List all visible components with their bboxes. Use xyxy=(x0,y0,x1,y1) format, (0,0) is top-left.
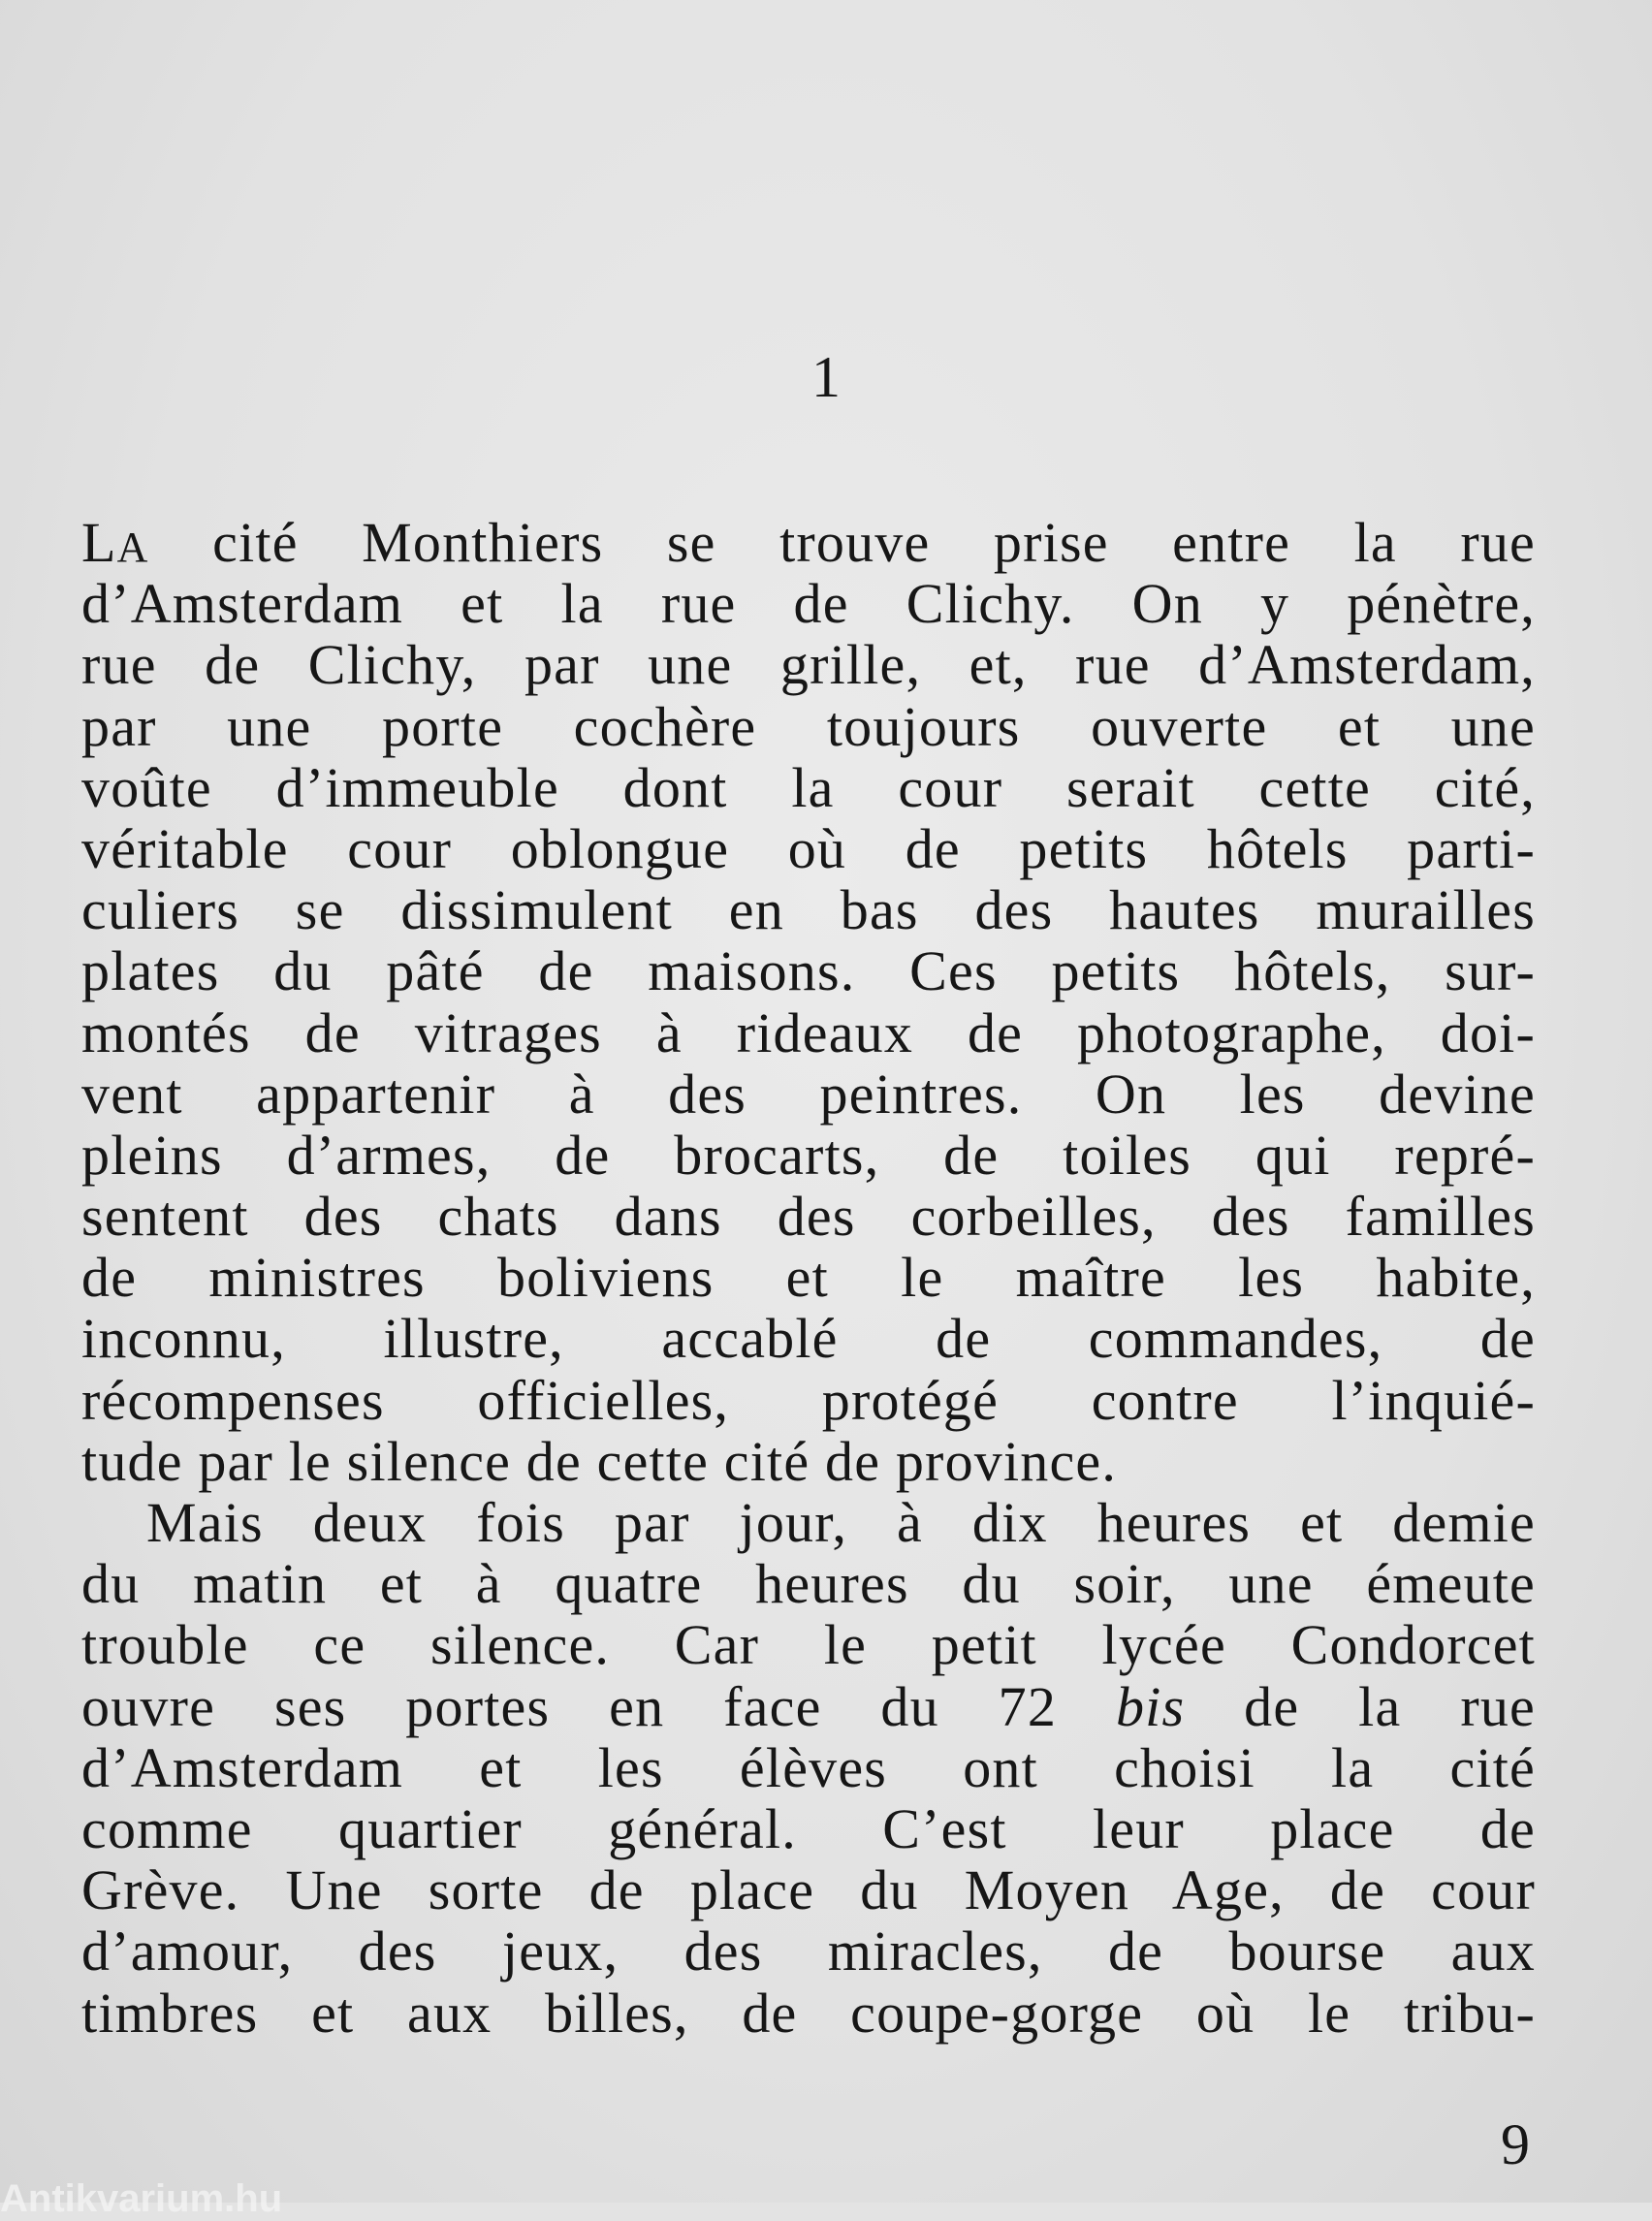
text-line: du matin et à quatre heures du soir, une émeute xyxy=(81,1552,1536,1616)
text-line: trouble ce silence. Car le petit lycée Condorcet xyxy=(81,1613,1536,1677)
text-line: d’amour, des jeux, des miracles, de bourse aux xyxy=(81,1920,1536,1983)
text-line: plates du pâté de maisons. Ces petits hôtels, sur- xyxy=(81,939,1536,1003)
small-cap-letter: A xyxy=(116,524,149,571)
text-span: de la rue xyxy=(1185,1674,1536,1738)
text-line: inconnu, illustre, accablé de commandes, de xyxy=(81,1307,1536,1371)
text-line: Mais deux fois par jour, à dix heures et demie xyxy=(146,1491,1536,1554)
text-line xyxy=(81,512,1536,573)
text-line: rue de Clichy, par une grille, et, rue d’Amsterdam, xyxy=(81,633,1536,697)
text-line: timbres et aux billes, de coupe-gorge où le tribu- xyxy=(81,1981,1536,2045)
text-line: voûte d’immeuble dont la cour serait cette cité, xyxy=(81,755,1536,819)
text-span: cité Monthiers se trouve prise entre la rue xyxy=(148,511,1536,574)
text-line: d’Amsterdam et les élèves ont choisi la cité xyxy=(81,1735,1536,1799)
page-number: 9 xyxy=(1501,2112,1530,2176)
text-line: par une porte cochère toujours ouverte et une xyxy=(81,694,1536,758)
text-line xyxy=(81,1676,1536,1737)
text-line: culiers se dissimulent en bas des hautes murailles xyxy=(81,878,1536,942)
text-line: vent appartenir à des peintres. On les devine xyxy=(81,1062,1536,1126)
text-line: Grève. Une sorte de place du Moyen Age, de cour xyxy=(81,1858,1536,1922)
body-text xyxy=(81,512,1536,2044)
text-span: ouvre ses portes en face du 72 xyxy=(81,1674,1116,1738)
chapter-number: 1 xyxy=(811,345,841,409)
text-line: de ministres boliviens et le maître les habite, xyxy=(81,1246,1536,1310)
text-line: montés de vitrages à rideaux de photographe, doi- xyxy=(81,1000,1536,1064)
text-line: récompenses officielles, protégé contre l’inquié- xyxy=(81,1368,1536,1432)
text-line: tude par le silence de cette cité de province. xyxy=(81,1429,1118,1493)
text-line: d’Amsterdam et la rue de Clichy. On y pénètre, xyxy=(81,572,1536,636)
text-line: pleins d’armes, de brocarts, de toiles qui repré- xyxy=(81,1123,1536,1187)
watermark: Antikvarium.hu xyxy=(0,2177,283,2220)
text-line: sentent des chats dans des corbeilles, des familles xyxy=(81,1185,1536,1249)
initial-letter: L xyxy=(81,511,117,574)
text-line: comme quartier général. C’est leur place de xyxy=(81,1796,1536,1860)
text-line: véritable cour oblongue où de petits hôtels parti- xyxy=(81,816,1536,880)
italic-text: bis xyxy=(1115,1674,1186,1738)
